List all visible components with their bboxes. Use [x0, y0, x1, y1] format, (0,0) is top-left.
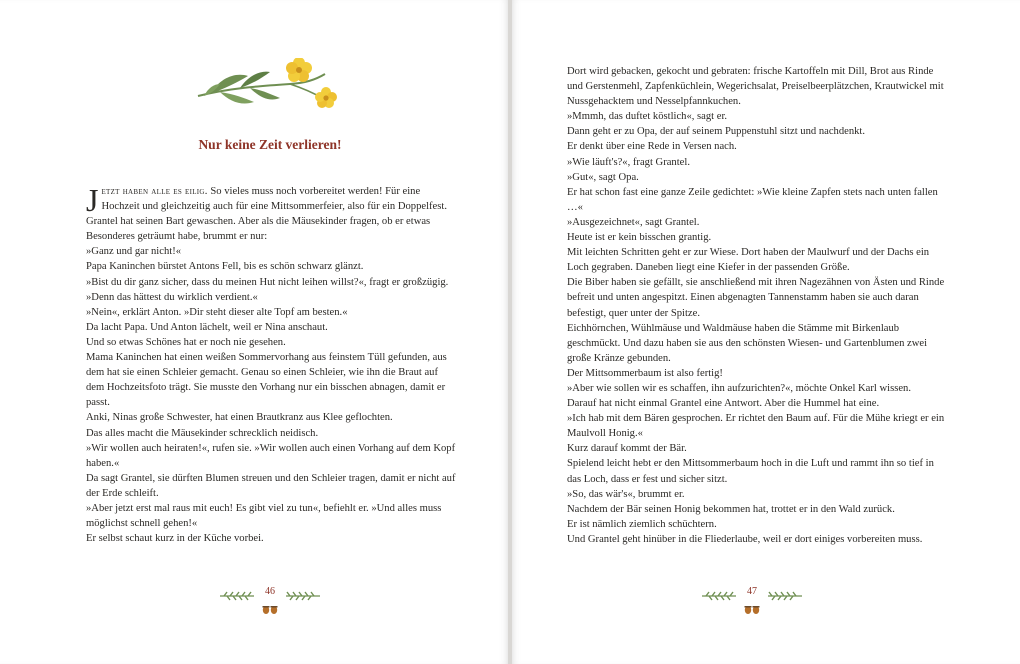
chapter-title: Nur keine Zeit verlieren! — [198, 137, 342, 152]
left-page-body — [86, 184, 458, 546]
paragraph: Nachdem der Bär seinen Honig bekommen hat, trottet er in den Wald zurück. — [567, 503, 895, 515]
paragraph: Er denkt über eine Rede in Versen nach. — [567, 141, 737, 153]
paragraph: Eichhörnchen, Wühlmäuse und Waldmäuse haben die Stämme mit Birkenlaub geschmückt. Und dazu haben sie aus den schönsten Wiesen- und Gartenblumen zwei große Kränze gebunden. — [567, 322, 928, 364]
paragraph: Und Grantel geht hinüber in die Fliederlaube, weil er dort einiges vorbereiten muss. — [567, 533, 923, 545]
paragraph: »Gut«, sagt Opa. — [567, 171, 639, 183]
paragraph: »So, das wär's«, brummt er. — [567, 488, 685, 500]
paragraph: Und so etwas Schönes hat er noch nie gesehen. — [86, 336, 286, 348]
paragraph: »Wir wollen auch heiraten!«, rufen sie. »Wir wollen auch einen Vorhang auf dem Kopf haben.« — [86, 442, 456, 469]
lead-in-smallcaps: etzt haben alle es eilig. — [101, 186, 208, 197]
paragraph: Kurz darauf kommt der Bär. — [567, 443, 687, 455]
paragraph: Spielend leicht hebt er den Mittsommerbaum hoch in die Luft und rammt ihn so tief in das Loch, dass er fest und sicher sitzt. — [567, 458, 934, 485]
page-number: 47 — [747, 586, 757, 597]
paragraph: Das alles macht die Mäusekinder schrecklich neidisch. — [86, 427, 319, 439]
paragraph: Er ist nämlich ziemlich schüchtern. — [567, 518, 717, 530]
page-number-ornament — [692, 583, 812, 617]
acorn-icon — [745, 606, 760, 614]
paragraph: »Wie läuft's?«, fragt Grantel. — [567, 156, 690, 168]
first-paragraph — [86, 182, 458, 218]
paragraph: »Ich hab mit dem Bären gesprochen. Er richtet den Baum auf. Für die Mühe kriegt er ein Maulvoll Honig.« — [567, 413, 945, 440]
drop-cap: J — [86, 182, 99, 218]
paragraph: »Ganz und gar nicht!« — [86, 246, 182, 258]
paragraph: Mama Kaninchen hat einen weißen Sommervorhang aus feinstem Tüll gefunden, aus dem hat sie einen Schleier gemacht. Genau so einen Schleier, wie ihn die Braut auf dem Hochzeitsfoto trägt. Sie musste den Vorhang nur ein bisschen abnagen, damit er passt. — [86, 352, 447, 409]
paragraph: »Nein«, erklärt Anton. »Dir steht dieser alte Topf am besten.« — [86, 306, 348, 318]
left-page — [0, 0, 508, 664]
right-page-body — [567, 64, 949, 547]
paragraph: Papa Kaninchen bürstet Antons Fell, bis es schön schwarz glänzt. — [86, 261, 364, 273]
page-number-ornament — [210, 583, 330, 617]
first-paragraph-text: So vieles muss noch vorbereitet werden! Für eine Hochzeit und gleichzeitig auch für eine Mittsommerfeier, also für ein Doppelfest. — [101, 186, 447, 213]
paragraph: Er hat schon fast eine ganze Zeile gedichtet: »Wie kleine Zapfen stets nach unten fallen …« — [567, 186, 938, 213]
paragraph: Heute ist er kein bisschen grantig. — [567, 232, 712, 244]
paragraph: Die Biber haben sie gefällt, sie anschließend mit ihren Nagezähnen von Ästen und Rinde befreit und unten angespitzt. Einen abgenagten Tannenstamm haben sie auch daran befestigt, quer unter der Spitze. — [567, 277, 945, 319]
paragraph: »Aber jetzt erst mal raus mit euch! Es gibt viel zu tun«, befiehlt er. »Und alles muss möglichst schnell gehen!« — [86, 502, 442, 530]
paragraph: Darauf hat nicht einmal Grantel eine Antwort. Aber die Hummel hat eine. — [567, 398, 880, 410]
paragraph: Anki, Ninas große Schwester, hat einen Brautkranz aus Klee geflochten. — [86, 412, 393, 424]
paragraph: Dann geht er zu Opa, der auf seinem Puppenstuhl sitzt und nachdenkt. — [567, 126, 866, 138]
paragraph: Grantel hat seinen Bart gewaschen. Aber als die Mäusekinder fragen, ob er etwas Besonderes geträumt habe, brummt er nur: — [86, 216, 431, 243]
right-page — [512, 0, 1020, 664]
paragraph: Er selbst schaut kurz in der Küche vorbei. — [86, 533, 264, 545]
paragraph: »Ausgezeichnet«, sagt Grantel. — [567, 216, 700, 228]
page-number: 46 — [265, 586, 275, 597]
paragraph: Da sagt Grantel, sie dürften Blumen streuen und den Schleier tragen, damit er nicht auf der Erde schleift. — [86, 472, 456, 499]
paragraph: »Aber wie sollen wir es schaffen, ihn aufzurichten?«, möchte Onkel Karl wissen. — [567, 382, 911, 394]
buttercup-flower-icon — [190, 58, 350, 114]
paragraph: Mit leichten Schritten geht er zur Wiese. Dort haben der Maulwurf und der Dachs ein Loch gegraben. Daneben liegt eine Kiefer in der passenden Größe. — [567, 247, 930, 274]
paragraph: »Bist du dir ganz sicher, dass du meinen Hut nicht leihen willst?«, fragt er großzügig. »Denn das hättest du wirklich verdient.« — [86, 276, 449, 303]
paragraph: Dort wird gebacken, gekocht und gebraten: frische Kartoffeln mit Dill, Brot aus Rinde und Gerstenmehl, Zapfenküchlein, Wegerichsalat, Preiselbeerplätzchen, Krautwickel mit Nussgehacktem und Nesselpfannkuchen. — [567, 66, 944, 108]
paragraph: Der Mittsommerbaum ist also fertig! — [567, 367, 723, 379]
paragraph: »Mmmh, das duftet köstlich«, sagt er. — [567, 111, 728, 123]
acorn-icon — [263, 606, 278, 614]
paragraph: Da lacht Papa. Und Anton lächelt, weil er Nina anschaut. — [86, 321, 328, 333]
